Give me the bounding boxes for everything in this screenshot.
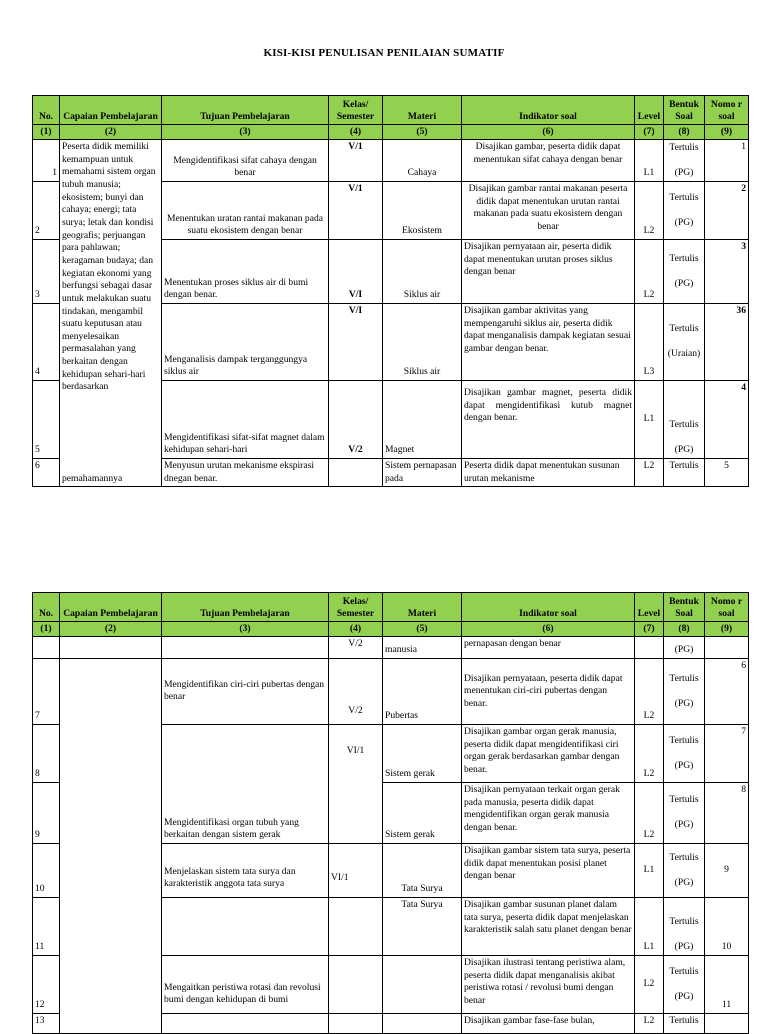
materi: Siklus air [383,239,462,303]
materi: Siklus air [383,303,462,380]
nomor-soal: 8 [705,782,749,843]
capaian-pembelajaran [60,636,162,658]
header-num: (3) [162,622,329,637]
header-tujuan: Tujuan Pembelajaran [162,593,329,622]
bentuk-soal-type: Tertulis [669,141,699,153]
level: L2 [635,782,664,843]
bentuk-soal-format: (PG) [674,819,694,831]
bentuk-soal-type: Tertulis [669,965,699,977]
nomor-soal: 9 [705,843,749,897]
bentuk-soal [664,303,705,380]
capaian-pembelajaran [60,658,162,1033]
level: L1 [635,843,664,897]
row-number: 4 [33,303,60,380]
tujuan-pembelajaran: Mengidentifikasi sifat-sifat magnet dalam kehidupan sehari-hari [162,380,329,458]
table-row [33,458,749,486]
table-row [33,139,749,181]
header-num: (9) [705,622,749,637]
bentuk-soal-type: Tertulis [669,191,699,203]
header-bentuk: Bentuk Soal [664,593,705,622]
bentuk-soal-type: Tertulis [669,252,699,264]
kelas-semester [329,955,383,1013]
header-capaian: Capaian Pembelajaran [60,593,162,622]
row-number: 8 [33,724,60,782]
materi: Sistem gerak [383,782,462,843]
nomor-soal: 5 [705,458,749,486]
bentuk-soal: Tertulis [664,458,705,486]
nomor-soal: 1 [705,139,749,181]
materi: Sistem pernapasan pada [383,458,462,486]
materi: Pubertas [383,658,462,724]
indikator-soal: Disajikan ilustrasi tentang peristiwa alam, peserta didik dapat menganalisis akibat peristiwa rotasi / revolusi bumi dengan benar [462,955,635,1013]
row-number: 3 [33,239,60,303]
indikator-soal: pernapasan dengan benar [462,636,635,658]
kelas-semester [329,897,383,955]
kelas-semester: V/I [329,303,383,380]
capaian-pembelajaran: Peserta didik memiliki kemampuan untuk memahami sistem organ tubuh manusia; ekosistem; bunyi dan cahaya; energi; tata surya; letak dan kondisi geografis; perjuangan para pahlawan; keragaman budaya; dan kegiatan ekonomi yang berfungsi sebagai dasar untuk melakukan suatu tindakan, mengambil suatu keputusan atau menyelesaikan permasalahan yang berkaitan dengan kehidupan sehari-hari berdasarkan [60,139,162,458]
header-num: (5) [383,125,462,140]
level: L3 [635,303,664,380]
row-number: 11 [33,897,60,955]
materi: Tata Surya [383,843,462,897]
level: L2 [635,458,664,486]
kelas-semester: V/2 [329,658,383,724]
row-number: 10 [33,843,60,897]
materi [383,1013,462,1033]
header-num: (7) [635,622,664,637]
header-num: (6) [462,125,635,140]
tujuan-pembelajaran: Mengaitkan peristiwa rotasi dan revolusi bumi dengan kehidupan di bumi [162,955,329,1013]
header-materi: Materi [383,593,462,622]
bentuk-soal-format: (PG) [674,697,694,709]
table-row [33,658,749,724]
level: L2 [635,724,664,782]
materi [383,955,462,1013]
bentuk-soal [664,782,705,843]
header-no: No. [33,96,60,125]
level: L2 [635,955,664,1013]
header-num: (8) [664,622,705,637]
tujuan-pembelajaran: Mengidentifikan ciri-ciri pubertas dengan benar [162,658,329,724]
kelas-semester: VI/1 [329,843,383,897]
kelas-semester: VI/1 [329,724,383,782]
bentuk-soal-format: (Uraian) [667,348,701,360]
kelas-semester: V/1 [329,139,383,181]
bentuk-soal-format: (PG) [674,277,694,289]
bentuk-soal-format: (PG) [674,444,694,456]
materi: Ekosistem [383,181,462,239]
nomor-soal [705,636,749,658]
row-number: 2 [33,181,60,239]
row-number: 6 [33,458,60,486]
kelas-semester: V/2 [329,380,383,458]
header-row [33,593,749,622]
tujuan-pembelajaran: Menganalisis dampak terganggungya siklus air [162,303,329,380]
indikator-soal: Disajikan gambar fase-fase bulan, [462,1013,635,1033]
materi: Magnet [383,380,462,458]
bentuk-soal-type: Tertulis [669,794,699,805]
indikator-soal: Disajikan gambar susunan planet dalam tata surya, peserta didik dapat menjelaskan karakteristik salah satu planet dengan benar [462,897,635,955]
tujuan-pembelajaran [162,897,329,955]
document-title: KISI-KISI PENULISAN PENILAIAN SUMATIF [263,47,505,59]
bentuk-soal [664,658,705,724]
bentuk-soal-type: Tertulis [669,734,699,746]
bentuk-soal-format: (PG) [674,166,694,178]
header-num: (1) [33,622,60,637]
header-num: (7) [635,125,664,140]
bentuk-soal [664,181,705,239]
nomor-soal: 3 [705,239,749,303]
kelas-semester [329,782,383,843]
header-bentuk: Bentuk Soal [664,96,705,125]
table-row-continued [33,636,749,658]
header-indikator: Indikator soal [462,593,635,622]
level: L2 [635,658,664,724]
tujuan-pembelajaran [162,1013,329,1033]
nomor-soal: 36 [705,303,749,380]
row-number: 12 [33,955,60,1013]
bentuk-soal-format: (PG) [674,990,694,1002]
level: L2 [635,239,664,303]
row-number [33,636,60,658]
level: L1 [635,139,664,181]
header-no: No. [33,593,60,622]
level: L1 [635,897,664,955]
bentuk-soal-format: (PG) [674,876,694,888]
indikator-soal: Disajikan pernyataan air, peserta didik dapat menentukan urutan proses siklus dengan benar [462,239,635,303]
kisi-table-page-2 [32,592,749,1034]
tujuan-pembelajaran: Menentukan proses siklus air di bumi dengan benar. [162,239,329,303]
nomor-soal: 7 [705,724,749,782]
tujuan-pembelajaran: Menentukan uratan rantai makanan pada suatu ekosistem dengan benar [162,181,329,239]
header-num: (3) [162,125,329,140]
row-number: 5 [33,380,60,458]
header-kelas: Kelas/ Semester [329,96,383,125]
bentuk-soal [664,843,705,897]
kisi-table-page-1 [32,95,749,487]
row-number: 1 [33,139,60,181]
header-materi: Materi [383,96,462,125]
kelas-semester: V/1 [329,181,383,239]
capaian-pembelajaran-tail: pemahamannya [60,458,162,486]
nomor-soal: 10 [705,897,749,955]
materi: manusia [383,636,462,658]
tujuan-pembelajaran: Menjelaskan sistem tata surya dan karakteristik anggota tata surya [162,843,329,897]
header-num: (6) [462,622,635,637]
bentuk-soal [664,139,705,181]
header-indikator: Indikator soal [462,96,635,125]
level: L2 [635,181,664,239]
header-level: Level [635,96,664,125]
nomor-soal: 6 [705,658,749,724]
indikator-soal: Disajikan gambar aktivitas yang mempengaruhi siklus air, peserta didik dapat menganalisis dampak kegiatan sesuai gambar dengan benar. [462,303,635,380]
nomor-soal: 4 [705,380,749,458]
bentuk-soal-format: (PG) [674,216,694,228]
header-capaian: Capaian Pembelajaran [60,96,162,125]
tujuan-pembelajaran: Menyusun urutan mekanisme ekspirasi dnegan benar. [162,458,329,486]
header-nomor: Nomo r soal [705,96,749,125]
kelas-semester [329,1013,383,1033]
header-num: (2) [60,622,162,637]
header-kelas: Kelas/ Semester [329,593,383,622]
bentuk-soal [664,955,705,1013]
bentuk-soal [664,724,705,782]
row-number: 9 [33,782,60,843]
indikator-soal: Disajikan gambar sistem tata surya, peserta didik dapat menentukan posisi planet dengan benar [462,843,635,897]
materi: Cahaya [383,139,462,181]
tujuan-pembelajaran: Mengidentifikasi sifat cahaya dengan benar [162,139,329,181]
tujuan-pembelajaran: Mengidentifikasi organ tubuh yang berkaitan dengan sistem gerak [162,782,329,843]
bentuk-soal [664,897,705,955]
header-number-row [33,622,749,637]
bentuk-soal [664,380,705,458]
bentuk-soal-format: (PG) [674,941,694,953]
level: L2 [635,1013,664,1033]
header-num: (1) [33,125,60,140]
tujuan-pembelajaran [162,636,329,658]
header-tujuan: Tujuan Pembelajaran [162,96,329,125]
indikator-soal: Disajikan gambar organ gerak manusia, peserta didik dapat mengidentifikasi ciri organ gerak berdasarkan gambar dengan benar. [462,724,635,782]
level: L1 [635,380,664,458]
header-num: (4) [329,125,383,140]
kelas-semester: V/2 [329,636,383,658]
kelas-semester: V/I [329,239,383,303]
bentuk-soal: Tertulis [664,1013,705,1033]
nomor-soal: 2 [705,181,749,239]
nomor-soal [705,1013,749,1033]
bentuk-soal-type: Tertulis [669,323,699,334]
header-number-row [33,125,749,140]
materi: Sistem gerak [383,724,462,782]
header-num: (8) [664,125,705,140]
bentuk-soal-type: Tertulis [669,672,699,684]
header-num: (2) [60,125,162,140]
level [635,636,664,658]
indikator-soal: Disajikan pernyataan terkait organ gerak pada manusia, peserta didik dapat mengidentifikan organ gerak manusia dengan benar. [462,782,635,843]
header-num: (9) [705,125,749,140]
indikator-soal: Peserta didik dapat menentukan susunan urutan mekanisme [462,458,635,486]
row-number: 13 [33,1013,60,1033]
header-nomor: Nomo r soal [705,593,749,622]
row-number: 7 [33,658,60,724]
bentuk-soal-type: Tertulis [669,851,699,863]
indikator-soal: Disajikan pernyataan, peserta didik dapat menentukan ciri-ciri pubertas dengan benar. [462,658,635,724]
indikator-soal: Disajikan gambar rantai makanan peserta didik dapat menentukan urutan rantai makanan pada suatu ekosistem dengan benar [462,181,635,239]
materi: Tata Surya [383,897,462,955]
nomor-soal: 11 [705,955,749,1013]
bentuk-soal-format: (PG) [674,759,694,771]
bentuk-soal [664,239,705,303]
tujuan-pembelajaran [162,724,329,782]
header-row [33,96,749,125]
kelas-semester [329,458,383,486]
header-num: (4) [329,622,383,637]
header-level: Level [635,593,664,622]
bentuk-soal: (PG) [664,636,705,658]
indikator-soal: Disajikan gambar magnet, peserta didik dapat mengidentifikasi kutub magnet dengan benar. [462,380,635,458]
bentuk-soal-type: Tertulis [669,916,699,928]
bentuk-soal-type: Tertulis [669,419,699,431]
header-num: (5) [383,622,462,637]
indikator-soal: Disajikan gambar, peserta didik dapat menentukan sifat cahaya dengan benar [462,139,635,181]
